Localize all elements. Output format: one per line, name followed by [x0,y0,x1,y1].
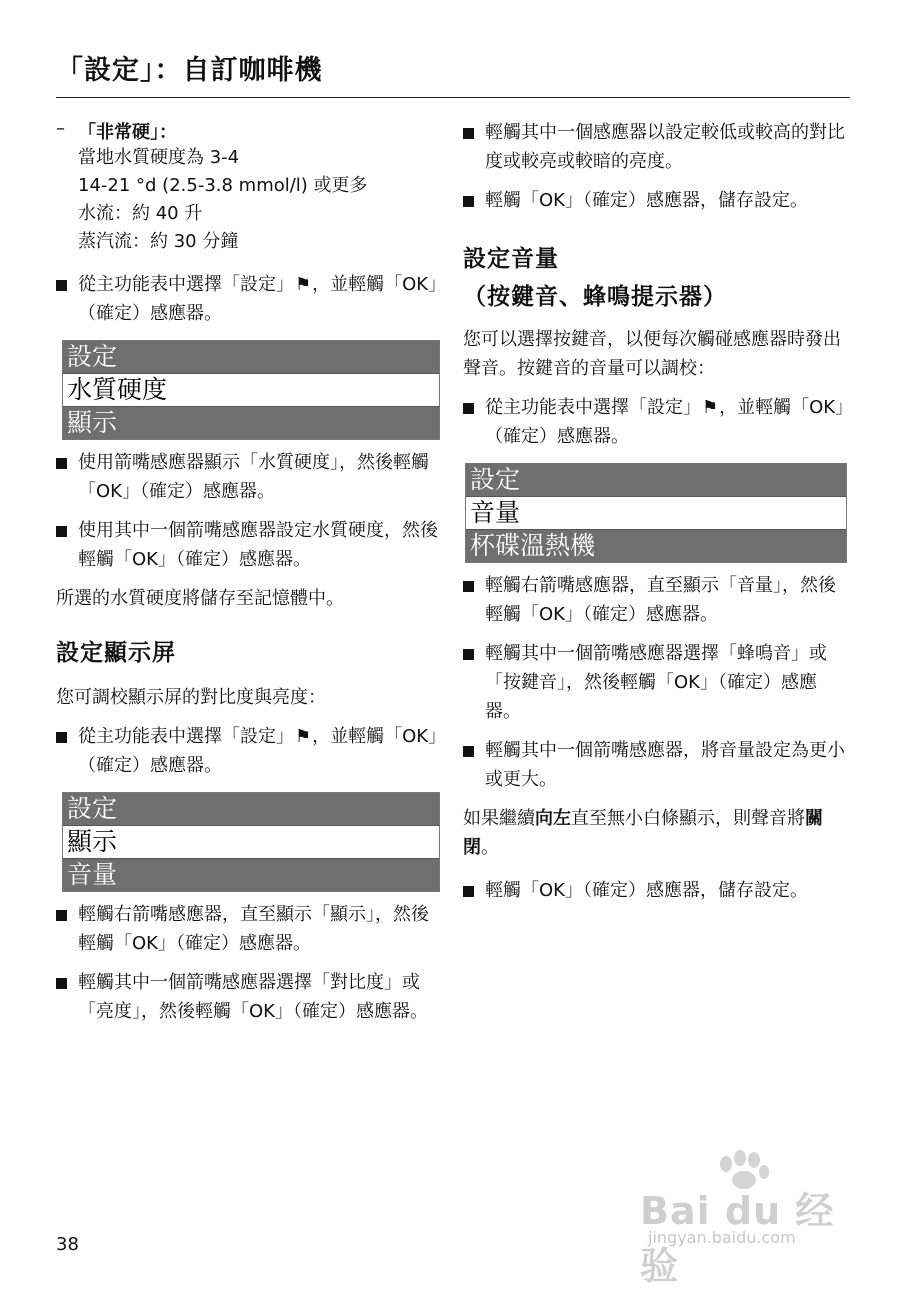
step-text: 輕觸「OK」（確定）感應器，儲存設定。 [485,880,808,901]
watermark-logo: Bai du 经验 [640,1189,835,1288]
step-text: ，並輕觸「OK」（確定）感應器。 [485,397,845,447]
dash-marker: – [56,118,65,139]
bullet-square-icon [463,886,474,897]
step-show-water-hardness [56,448,440,506]
lcd-row-selected: 水質硬度 [63,373,439,407]
lcd-row: 設定 [63,793,439,825]
very-hard-title: 「非常硬」： [78,122,177,143]
watermark-url: jingyan.baidu.com [648,1228,796,1247]
step-text: 從主功能表中選擇「設定」 [485,397,701,418]
bullet-square-icon [463,649,474,660]
bullet-square-icon [56,910,67,921]
baidu-watermark [640,1150,850,1288]
volume-intro: 您可以選擇按鍵音，以便每次觸碰感應器時發出聲音。按鍵音的音量可以調校： [463,329,841,379]
lcd-row: 設定 [466,464,846,496]
bullet-square-icon [463,196,474,207]
lcd-display-water-hardness [62,340,440,440]
lcd-row-selected: 顯示 [63,825,439,859]
step-set-water-hardness [56,516,440,574]
step-text: 輕觸右箭嘴感應器，直至顯示「音量」，然後輕觸「OK」（確定）感應器。 [485,575,836,625]
bullet-square-icon [463,581,474,592]
step-save-volume [463,876,851,905]
page-number: 38 [56,1234,79,1255]
bullet-square-icon [463,403,474,414]
lcd-display-volume [465,463,847,563]
very-hard-line: 當地水質硬度為 3-4 [78,147,240,168]
note-text: 。 [481,837,499,858]
settings-flag-icon: ⚑ [702,397,719,418]
note-text: 直至無小白條顯示，則聲音將 [571,808,805,829]
note-bold-left: 向左 [535,808,571,829]
very-hard-line: 14-21 °d (2.5-3.8 mmol/l) 或更多 [78,175,368,196]
lcd-row: 設定 [63,341,439,373]
step-text: 從主功能表中選擇「設定」 [78,274,294,295]
step-select-settings [56,270,440,328]
lcd-display-screen [62,792,440,892]
step-adjust-contrast [463,118,851,176]
very-hard-line: 蒸汽流：約 30 分鐘 [78,231,239,252]
left-column [56,118,440,1036]
step-save-display [463,186,851,215]
step-text: 輕觸其中一個箭嘴感應器選擇「蜂鳴音」或「按鍵音」，然後輕觸「OK」（確定）感應器。 [485,643,827,722]
step-text: 輕觸其中一個箭嘴感應器，將音量設定為更小或更大。 [485,740,845,790]
step-text: 從主功能表中選擇「設定」 [78,726,294,747]
section-subtitle-volume: （按鍵音、蜂鳴提示器） [463,284,727,310]
note-bold-off: 關閉 [463,808,823,858]
bullet-square-icon [56,732,67,743]
bullet-square-icon [56,458,67,469]
note-text: 如果繼續 [463,808,535,829]
lcd-row: 杯碟溫熱機 [466,530,846,562]
settings-flag-icon: ⚑ [295,274,312,295]
memory-note: 所選的水質硬度將儲存至記憶體中。 [56,588,344,609]
page-title: 「設定」：自訂咖啡機 [56,48,850,98]
step-text: 輕觸其中一個箭嘴感應器選擇「對比度」或「亮度」，然後輕觸「OK」（確定）感應器。 [78,972,428,1022]
volume-off-note [463,804,851,862]
step-select-settings [463,393,851,451]
lcd-row-selected: 音量 [466,496,846,530]
bullet-square-icon [56,280,67,291]
step-text: 輕觸右箭嘴感應器，直至顯示「顯示」，然後輕觸「OK」（確定）感應器。 [78,904,429,954]
bullet-square-icon [463,746,474,757]
display-intro: 您可調校顯示屏的對比度與亮度： [56,687,326,708]
bullet-square-icon [56,526,67,537]
bullet-square-icon [463,128,474,139]
step-text: 輕觸其中一個感應器以設定較低或較高的對比度或較亮或較暗的亮度。 [485,122,845,172]
step-text: 輕觸「OK」（確定）感應器，儲存設定。 [485,190,808,211]
section-title-display: 設定顯示屏 [56,640,176,666]
lcd-row: 顯示 [63,407,439,439]
step-show-display [56,900,440,958]
step-select-settings [56,722,440,780]
right-column [463,118,851,915]
section-title-volume: 設定音量 [463,246,559,272]
step-text: ，並輕觸「OK」（確定）感應器。 [78,274,438,324]
very-hard-option [56,118,440,256]
step-text: 使用其中一個箭嘴感應器設定水質硬度，然後輕觸「OK」（確定）感應器。 [78,520,438,570]
lcd-row: 音量 [63,859,439,891]
very-hard-line: 水流：約 40 升 [78,203,203,224]
step-choose-contrast-brightness [56,968,440,1026]
step-text: 使用箭嘴感應器顯示「水質硬度」，然後輕觸「OK」（確定）感應器。 [78,452,429,502]
step-set-volume [463,736,851,794]
settings-flag-icon: ⚑ [295,726,312,747]
bullet-square-icon [56,978,67,989]
step-choose-sound [463,639,851,726]
step-text: ，並輕觸「OK」（確定）感應器。 [78,726,438,776]
step-show-volume [463,571,851,629]
